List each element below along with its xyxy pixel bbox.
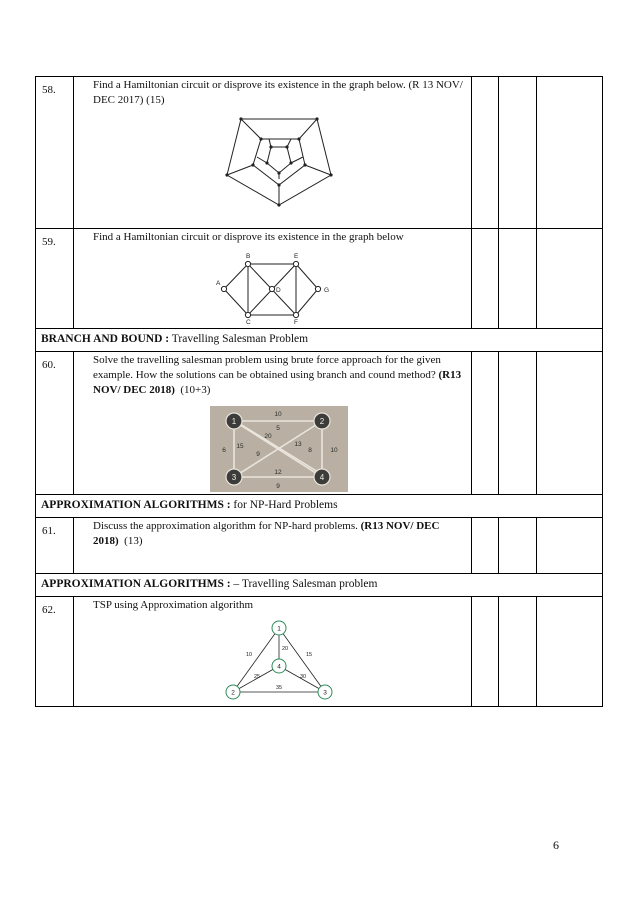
graph-label: G xyxy=(324,287,330,294)
level-cell xyxy=(499,518,537,574)
level-cell xyxy=(499,229,537,329)
graph-label: D xyxy=(276,287,281,294)
edge-weight: 9 xyxy=(256,451,260,458)
tsp-approx-graph xyxy=(223,618,335,702)
question-60 xyxy=(74,352,472,495)
dodecahedron-graph xyxy=(219,113,339,209)
question-58 xyxy=(74,77,472,229)
node-label: 4 xyxy=(277,663,281,671)
question-text: Find a Hamiltonian circuit or disprove its existence in the graph below. (R 13 NOV/ DEC 2017) (15) xyxy=(93,79,463,106)
edge-weight: 5 xyxy=(276,425,280,432)
question-number: 60. xyxy=(36,352,74,495)
question-text: TSP using Approximation algorithm xyxy=(93,599,254,611)
question-text: Solve the travelling salesman problem using brute force approach for the given example. How the solutions can be obtained using branch and cound method? (R13 NOV/ DEC 2018) (10+3) xyxy=(93,354,462,396)
question-59 xyxy=(74,229,472,329)
node-label: 3 xyxy=(323,689,327,697)
edge-weight: 8 xyxy=(308,447,312,454)
marks-cell xyxy=(472,229,499,329)
marks-cell xyxy=(472,352,499,495)
question-number: 59. xyxy=(36,229,74,329)
graph-label: E xyxy=(294,253,299,260)
level-cell xyxy=(499,352,537,495)
edge-weight: 15 xyxy=(236,443,244,450)
question-text: Find a Hamiltonian circuit or disprove its existence in the graph below xyxy=(93,231,404,243)
section-subtitle: for NP-Hard Problems xyxy=(233,499,338,511)
question-marks: (13) xyxy=(124,535,143,547)
question-number: 58. xyxy=(36,77,74,229)
co-cell xyxy=(537,352,603,495)
co-cell xyxy=(537,77,603,229)
node-label: 2 xyxy=(319,417,325,426)
co-cell xyxy=(537,229,603,329)
graph-label: F xyxy=(294,319,298,325)
page-number: 6 xyxy=(553,838,559,852)
question-marks: (10+3) xyxy=(180,384,211,396)
node-label: 1 xyxy=(277,625,281,633)
question-table xyxy=(35,76,603,707)
section-title: APPROXIMATION ALGORITHMS : xyxy=(41,499,231,511)
question-61 xyxy=(74,518,472,574)
level-cell xyxy=(499,77,537,229)
question-text: Discuss the approximation algorithm for NP-hard problems. (R13 NOV/ DEC 2018) (13) xyxy=(93,520,440,547)
tsp-photo-graph xyxy=(210,406,348,492)
section-header xyxy=(36,329,603,352)
edge-weight: 30 xyxy=(299,674,307,680)
section-subtitle: Travelling Salesman Problem xyxy=(171,333,309,345)
exam-reference: (R13 NOV/ DEC 2018) xyxy=(93,520,440,547)
node-label: 2 xyxy=(231,689,235,697)
node-label: 3 xyxy=(231,473,237,482)
question-number: 62. xyxy=(36,597,74,707)
question-number: 61. xyxy=(36,518,74,574)
marks-cell xyxy=(472,77,499,229)
edge-weight: 9 xyxy=(276,483,280,490)
edge-weight: 15 xyxy=(305,652,313,658)
edge-weight: 10 xyxy=(245,652,253,658)
edge-weight: 6 xyxy=(222,447,226,454)
edge-weight: 12 xyxy=(274,469,282,476)
edge-weight: 20 xyxy=(281,646,289,652)
section-header xyxy=(36,574,603,597)
question-62 xyxy=(74,597,472,707)
edge-weight: 10 xyxy=(274,411,282,418)
edge-weight: 35 xyxy=(275,685,283,691)
edge-weight: 20 xyxy=(264,433,272,440)
node-label: 1 xyxy=(231,417,237,426)
graph-label: C xyxy=(246,319,251,325)
section-header xyxy=(36,495,603,518)
edge-weight: 13 xyxy=(294,441,302,448)
marks-cell xyxy=(472,597,499,707)
level-cell xyxy=(499,597,537,707)
hamiltonian-graph-59 xyxy=(216,253,342,325)
marks-cell xyxy=(472,518,499,574)
co-cell xyxy=(537,597,603,707)
edge-weight: 25 xyxy=(253,674,261,680)
node-label: 4 xyxy=(319,473,325,482)
co-cell xyxy=(537,518,603,574)
section-subtitle: – Travelling Salesman problem xyxy=(233,578,378,590)
graph-label: A xyxy=(216,280,221,287)
edge-weight: 10 xyxy=(330,447,338,454)
section-title: APPROXIMATION ALGORITHMS : xyxy=(41,578,231,590)
section-title: BRANCH AND BOUND : xyxy=(41,333,170,345)
exam-reference: (R13 NOV/ DEC 2018) xyxy=(93,369,462,396)
graph-label: B xyxy=(246,253,251,260)
